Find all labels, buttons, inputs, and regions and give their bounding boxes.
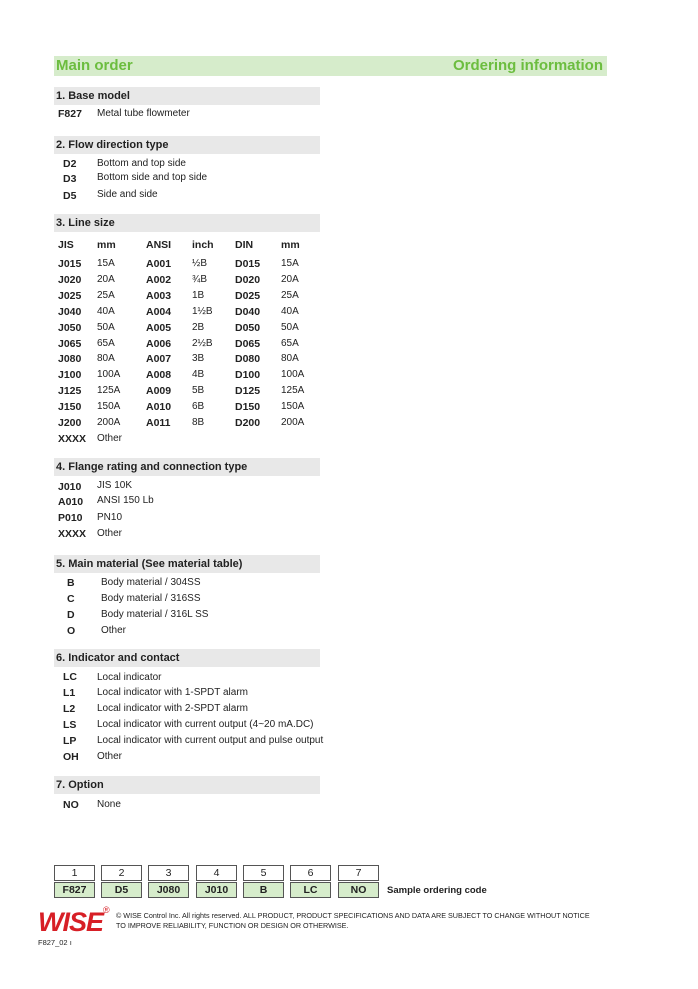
col-jis: JIS: [58, 239, 74, 251]
col-ansi: ANSI: [146, 239, 172, 251]
din-code: D080: [235, 353, 261, 366]
ansi-inch: 3B: [192, 353, 205, 365]
desc: None: [97, 799, 121, 810]
section-title: 2. Flow direction type: [56, 139, 169, 151]
section-title: 7. Option: [56, 779, 104, 791]
ansi-code: A001: [146, 258, 172, 270]
ansi-code: A002: [146, 273, 172, 286]
code: A010: [58, 496, 84, 508]
sample-position-number: 4: [196, 865, 237, 881]
page-number: F827_02 ı: [38, 938, 72, 947]
code: P010: [58, 512, 83, 524]
sample-label: Sample ordering code: [387, 885, 487, 896]
desc: Body material / 304SS: [101, 577, 201, 588]
section-line-size: [54, 214, 320, 232]
code: OH: [63, 751, 79, 763]
desc: Side and side: [97, 189, 158, 200]
desc: JIS 10K: [97, 480, 133, 491]
desc: Local indicator with current output (4~20 mA.DC): [97, 719, 314, 730]
section-title: 4. Flange rating and connection type: [56, 461, 248, 473]
code: XXXX: [58, 528, 87, 540]
ansi-inch: 6B: [192, 401, 205, 413]
sample-position-number: 3: [148, 865, 189, 881]
col-din: DIN: [235, 239, 254, 251]
section-title: 6. Indicator and contact: [56, 652, 180, 664]
jis-mm: 100A: [97, 369, 121, 381]
ansi-inch: 2½B: [192, 337, 213, 349]
section-title: 1. Base model: [56, 90, 130, 102]
section-base-model: [54, 87, 320, 105]
jis-code: J020: [58, 273, 82, 286]
desc: Body material / 316L SS: [101, 609, 209, 620]
ansi-inch: ½B: [192, 258, 208, 269]
ansi-code: A010: [146, 401, 172, 414]
sample-position-number: 6: [290, 865, 331, 881]
jis-mm: 15A: [97, 258, 115, 269]
code: D: [67, 609, 75, 621]
jis-code: J080: [58, 353, 82, 366]
code: NO: [63, 799, 79, 811]
desc: Other: [97, 433, 123, 444]
jis-code: J125: [58, 385, 82, 398]
code: LS: [63, 719, 77, 731]
desc: Local indicator: [97, 672, 162, 683]
ordering-info-title: Ordering information: [453, 57, 603, 74]
din-mm: 150A: [281, 401, 305, 413]
din-code: D040: [235, 305, 261, 318]
desc: ANSI 150 Lb: [97, 495, 154, 506]
jis-mm: 80A: [97, 353, 115, 365]
section-indicator-contact: [54, 649, 320, 667]
section-flange-rating: [54, 458, 320, 476]
sample-code-value: F827: [54, 882, 95, 898]
code: L1: [63, 687, 76, 699]
ansi-inch: 2B: [192, 321, 205, 333]
ansi-code: A009: [146, 385, 172, 398]
desc: Local indicator with 2-SPDT alarm: [97, 703, 248, 714]
main-order-title: Main order: [56, 57, 133, 74]
sample-code-value: NO: [338, 882, 379, 898]
sample-code-value: B: [243, 882, 284, 898]
din-mm: 20A: [281, 273, 299, 285]
section-flow-direction: [54, 136, 320, 154]
desc: Local indicator with current output and pulse output: [97, 735, 324, 746]
sample-code-value: J080: [148, 882, 189, 898]
desc: Other: [101, 625, 127, 636]
code: D3: [63, 173, 77, 185]
sample-position-number: 2: [101, 865, 142, 881]
din-mm: 40A: [281, 305, 299, 317]
code: C: [67, 593, 75, 605]
din-mm: 65A: [281, 337, 299, 349]
jis-code: J100: [58, 369, 82, 382]
desc: Bottom and top side: [97, 158, 186, 169]
code: XXXX: [58, 433, 87, 445]
code: LP: [63, 735, 77, 747]
ansi-inch: 1½B: [192, 305, 213, 317]
jis-mm: 125A: [97, 385, 121, 397]
registered-mark: ®: [103, 905, 110, 915]
ansi-code: A004: [146, 305, 172, 318]
din-mm: 15A: [281, 258, 299, 269]
jis-mm: 50A: [97, 321, 115, 333]
code: D2: [63, 158, 77, 170]
code: L2: [63, 703, 76, 715]
col-mm-din: mm: [281, 239, 300, 251]
din-mm: 125A: [281, 385, 305, 397]
section-title: 5. Main material (See material table): [56, 558, 243, 570]
jis-code: J065: [58, 337, 82, 350]
section-option: [54, 776, 320, 794]
ansi-inch: 5B: [192, 385, 205, 397]
code: B: [67, 577, 75, 589]
section-title: 3. Line size: [56, 217, 115, 229]
code: D5: [63, 190, 77, 202]
din-code: D050: [235, 321, 261, 334]
wise-logo: WISE: [38, 907, 104, 937]
code: LC: [63, 671, 77, 683]
desc: Bottom side and top side: [97, 172, 208, 183]
ansi-code: A011: [146, 417, 171, 429]
jis-mm: 150A: [97, 401, 121, 413]
din-code: D015: [235, 258, 261, 270]
sample-code-value: J010: [196, 882, 237, 898]
code: F827: [58, 108, 82, 120]
jis-code: J150: [58, 401, 82, 414]
ansi-code: A008: [146, 369, 172, 382]
jis-code: J040: [58, 305, 82, 318]
din-mm: 200A: [281, 417, 305, 428]
desc: PN10: [97, 512, 123, 523]
ansi-inch: 4B: [192, 369, 205, 381]
code: J010: [58, 481, 82, 493]
jis-mm: 40A: [97, 305, 115, 317]
jis-mm: 20A: [97, 273, 115, 285]
ansi-code: A005: [146, 321, 172, 334]
ansi-inch: 8B: [192, 417, 205, 428]
ansi-code: A003: [146, 289, 172, 302]
jis-mm: 200A: [97, 417, 121, 428]
ansi-inch: 1B: [192, 289, 205, 301]
din-code: D065: [235, 337, 261, 350]
jis-code: J200: [58, 417, 82, 429]
jis-code: J015: [58, 258, 82, 270]
din-code: D020: [235, 273, 261, 286]
sample-code-value: D5: [101, 882, 142, 898]
sample-position-number: 7: [338, 865, 379, 881]
sample-position-number: 5: [243, 865, 284, 881]
desc: Other: [97, 528, 123, 539]
din-mm: 50A: [281, 321, 299, 333]
din-code: D125: [235, 385, 261, 398]
jis-code: J025: [58, 289, 82, 302]
din-code: D200: [235, 417, 261, 429]
desc: Other: [97, 751, 123, 762]
din-code: D150: [235, 401, 261, 414]
din-code: D025: [235, 289, 261, 302]
ansi-code: A007: [146, 353, 172, 366]
sample-code-value: LC: [290, 882, 331, 898]
ansi-inch: ¾B: [192, 273, 208, 285]
desc: Metal tube flowmeter: [97, 108, 190, 119]
ansi-code: A006: [146, 337, 172, 350]
desc: Local indicator with 1-SPDT alarm: [97, 687, 248, 698]
jis-code: J050: [58, 321, 82, 334]
col-mm: mm: [97, 239, 116, 251]
din-mm: 25A: [281, 289, 299, 301]
copyright-notice: © WISE Control Inc. All rights reserved. ALL PRODUCT, PRODUCT SPECIFICATIONS AND DATA ARE SUBJECT TO CHANGE WITHOUT NOTICE TO IMPROVE RELIABILITY, FUNCTION OR DESIGN OR OTHERWISE.: [116, 911, 590, 930]
din-mm: 100A: [281, 369, 305, 381]
jis-mm: 65A: [97, 337, 115, 349]
din-code: D100: [235, 369, 261, 382]
din-mm: 80A: [281, 353, 299, 365]
col-inch: inch: [192, 239, 214, 251]
section-main-material: [54, 555, 320, 573]
code: O: [67, 625, 76, 637]
desc: Body material / 316SS: [101, 593, 201, 604]
header-bar: [54, 56, 607, 76]
jis-mm: 25A: [97, 289, 115, 301]
sample-position-number: 1: [54, 865, 95, 881]
